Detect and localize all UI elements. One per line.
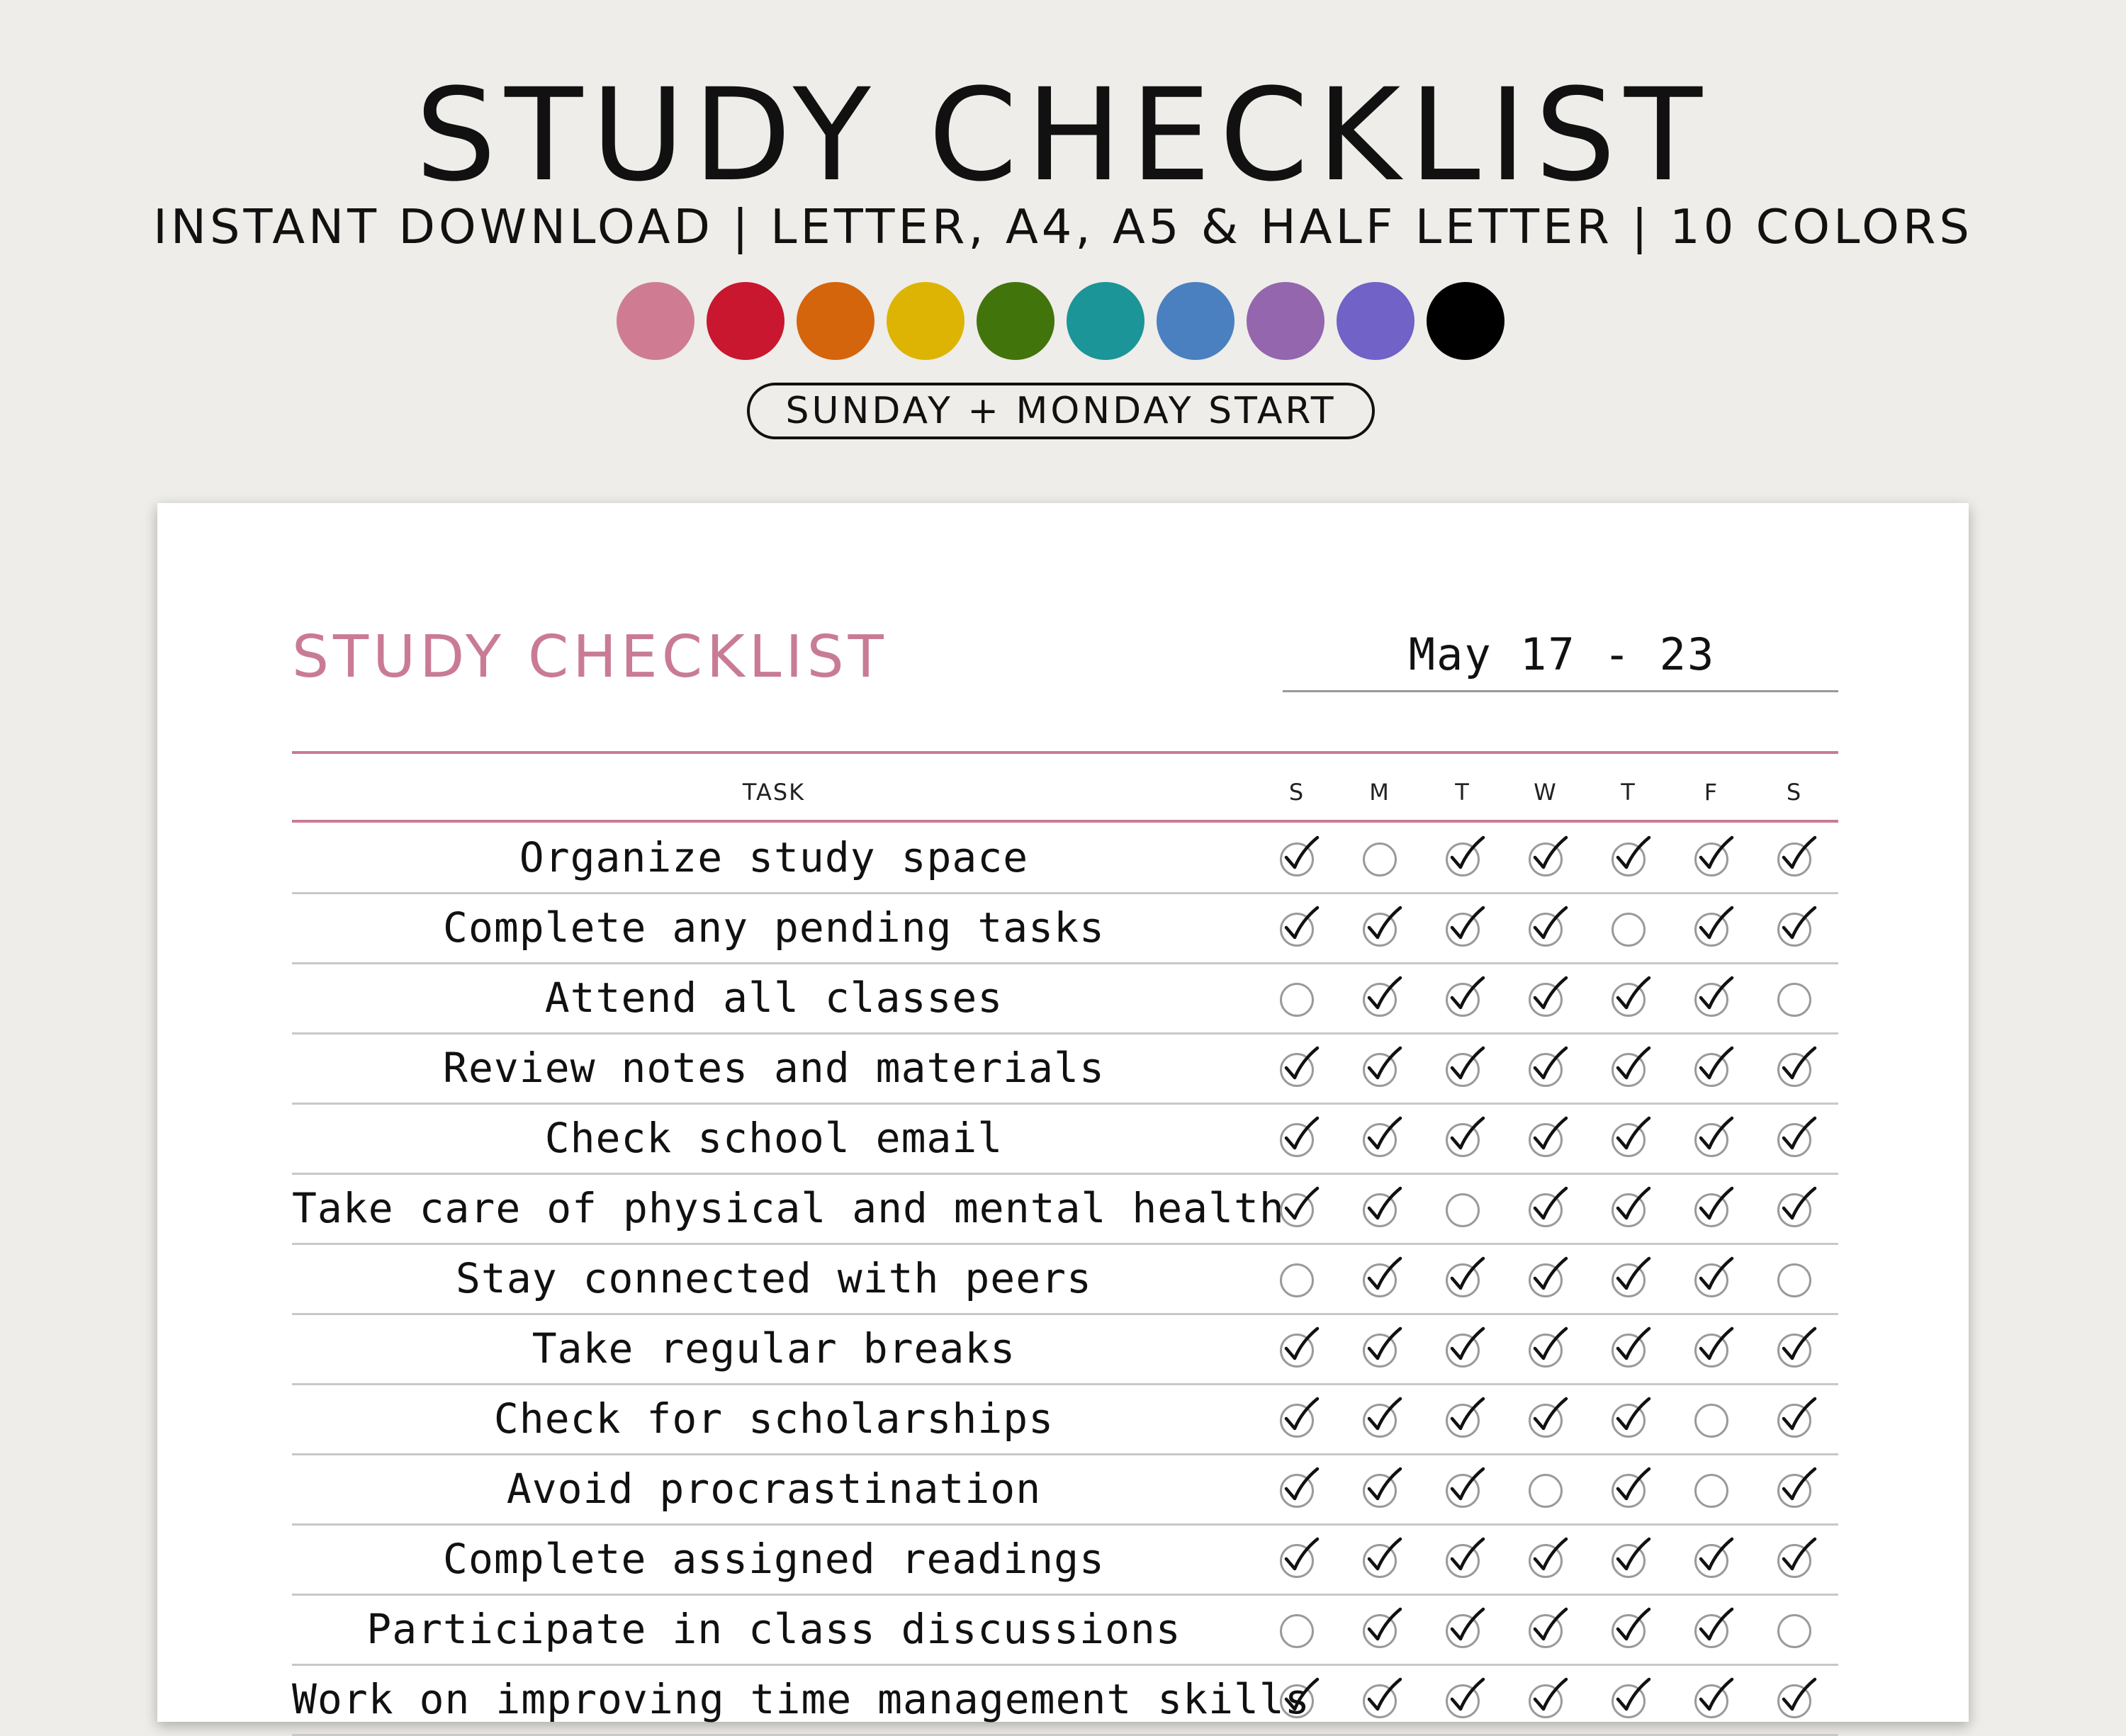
day-column-header: T	[1621, 779, 1636, 806]
checkbox-checked[interactable]	[1446, 1404, 1480, 1438]
check-mark-icon	[1362, 1326, 1405, 1368]
check-mark-icon	[1528, 1326, 1570, 1368]
checkbox-checked[interactable]	[1612, 1404, 1646, 1438]
check-mark-icon	[1777, 1185, 1819, 1228]
task-row	[292, 1454, 1838, 1526]
task-label: Take regular breaks	[532, 1324, 1016, 1373]
check-mark-icon	[1362, 1396, 1405, 1438]
checkbox-checked[interactable]	[1777, 913, 1811, 947]
checkbox-empty[interactable]	[1529, 1474, 1563, 1508]
check-mark-icon	[1611, 1115, 1653, 1158]
checkbox-checked[interactable]	[1612, 1053, 1646, 1087]
check-mark-icon	[1777, 1676, 1819, 1719]
check-mark-icon	[1362, 975, 1405, 1018]
checkbox-checked[interactable]	[1612, 1123, 1646, 1157]
checkbox-checked[interactable]	[1777, 1684, 1811, 1718]
check-mark-icon	[1777, 905, 1819, 947]
checkbox-checked[interactable]	[1529, 1614, 1563, 1648]
check-mark-icon	[1445, 1045, 1487, 1088]
check-mark-icon	[1279, 835, 1322, 877]
check-mark-icon	[1528, 1396, 1570, 1438]
task-row	[292, 1173, 1838, 1245]
color-swatches	[617, 282, 1509, 360]
task-row	[292, 1384, 1838, 1455]
check-mark-icon	[1777, 1466, 1819, 1509]
task-row	[292, 1524, 1838, 1596]
task-row	[292, 1664, 1838, 1736]
date-underline	[1283, 690, 1838, 692]
check-mark-icon	[1279, 1045, 1322, 1088]
check-mark-icon	[1694, 1185, 1736, 1228]
checkbox-checked[interactable]	[1777, 1404, 1811, 1438]
checkbox-checked[interactable]	[1280, 1544, 1314, 1578]
check-mark-icon	[1611, 835, 1653, 877]
checkbox-checked[interactable]	[1446, 1123, 1480, 1157]
checkbox-checked[interactable]	[1612, 983, 1646, 1017]
checkbox-checked[interactable]	[1280, 1684, 1314, 1718]
checkbox-empty[interactable]	[1777, 1614, 1811, 1648]
checkbox-checked[interactable]	[1694, 913, 1728, 947]
checkbox-checked[interactable]	[1777, 1474, 1811, 1508]
day-column-header: T	[1455, 779, 1470, 806]
task-row	[292, 1244, 1838, 1315]
check-mark-icon	[1694, 1676, 1736, 1719]
checkbox-checked[interactable]	[1280, 1123, 1314, 1157]
check-mark-icon	[1362, 1115, 1405, 1158]
sheet-title: STUDY CHECKLIST	[292, 624, 888, 691]
checkbox-checked[interactable]	[1694, 842, 1728, 877]
check-mark-icon	[1611, 1466, 1653, 1509]
checkbox-checked[interactable]	[1529, 842, 1563, 877]
checkbox-checked[interactable]	[1529, 1263, 1563, 1297]
checkbox-checked[interactable]	[1446, 842, 1480, 877]
check-mark-icon	[1611, 1326, 1653, 1368]
check-mark-icon	[1445, 1606, 1487, 1649]
checkbox-checked[interactable]	[1280, 1053, 1314, 1087]
checkbox-checked[interactable]	[1280, 1334, 1314, 1368]
checkbox-checked[interactable]	[1777, 1544, 1811, 1578]
check-mark-icon	[1362, 1185, 1405, 1228]
checkbox-checked[interactable]	[1363, 1614, 1397, 1648]
checkbox-empty[interactable]	[1612, 913, 1646, 947]
checkbox-empty[interactable]	[1446, 1193, 1480, 1227]
task-label: Organize study space	[519, 833, 1029, 881]
check-mark-icon	[1445, 905, 1487, 947]
checkbox-checked[interactable]	[1363, 1544, 1397, 1578]
task-label: Complete assigned readings	[443, 1535, 1105, 1583]
check-mark-icon	[1528, 975, 1570, 1018]
color-swatch	[1067, 282, 1144, 360]
checkbox-checked[interactable]	[1363, 1263, 1397, 1297]
task-label: Check for scholarships	[493, 1394, 1054, 1443]
task-row	[292, 1103, 1838, 1175]
header-top-rule	[292, 751, 1838, 754]
check-mark-icon	[1694, 1326, 1736, 1368]
checkbox-checked[interactable]	[1363, 1404, 1397, 1438]
checkbox-checked[interactable]	[1612, 1474, 1646, 1508]
checkbox-checked[interactable]	[1612, 1263, 1646, 1297]
check-mark-icon	[1362, 1045, 1405, 1088]
check-mark-icon	[1694, 1536, 1736, 1579]
task-label: Participate in class discussions	[366, 1605, 1181, 1653]
check-mark-icon	[1528, 1185, 1570, 1228]
checkbox-checked[interactable]	[1280, 1404, 1314, 1438]
checkbox-checked[interactable]	[1529, 983, 1563, 1017]
task-row	[292, 823, 1838, 894]
check-mark-icon	[1611, 1676, 1653, 1719]
checkbox-checked[interactable]	[1612, 1334, 1646, 1368]
task-row	[292, 893, 1838, 964]
check-mark-icon	[1528, 1115, 1570, 1158]
check-mark-icon	[1777, 1396, 1819, 1438]
color-swatch	[707, 282, 784, 360]
check-mark-icon	[1694, 975, 1736, 1018]
color-swatch	[617, 282, 694, 360]
checkbox-checked[interactable]	[1446, 1263, 1480, 1297]
checkbox-checked[interactable]	[1280, 1193, 1314, 1227]
checkbox-checked[interactable]	[1612, 1684, 1646, 1718]
check-mark-icon	[1445, 1115, 1487, 1158]
color-swatch	[1247, 282, 1324, 360]
task-label: Check school email	[544, 1114, 1003, 1162]
task-label: Attend all classes	[544, 974, 1003, 1022]
checkbox-checked[interactable]	[1363, 1684, 1397, 1718]
checkbox-checked[interactable]	[1694, 1263, 1728, 1297]
check-mark-icon	[1611, 975, 1653, 1018]
checkbox-checked[interactable]	[1446, 1684, 1480, 1718]
checkbox-checked[interactable]	[1363, 1123, 1397, 1157]
checkbox-checked[interactable]	[1446, 913, 1480, 947]
color-swatch	[797, 282, 874, 360]
checkbox-checked[interactable]	[1280, 1474, 1314, 1508]
checkbox-checked[interactable]	[1529, 1544, 1563, 1578]
banner-subtitle: INSTANT DOWNLOAD | LETTER, A4, A5 & HALF LETTER | 10 COLORS	[153, 199, 1973, 254]
checkbox-checked[interactable]	[1694, 1053, 1728, 1087]
check-mark-icon	[1528, 1045, 1570, 1088]
checkbox-checked[interactable]	[1446, 1053, 1480, 1087]
checkbox-checked[interactable]	[1363, 1053, 1397, 1087]
checkbox-checked[interactable]	[1694, 1684, 1728, 1718]
color-swatch	[1157, 282, 1234, 360]
checkbox-checked[interactable]	[1612, 1614, 1646, 1648]
day-column-header: F	[1704, 779, 1719, 806]
start-day-badge: SUNDAY + MONDAY START	[747, 383, 1375, 439]
check-mark-icon	[1777, 835, 1819, 877]
check-mark-icon	[1362, 1676, 1405, 1719]
task-label: Work on improving time management skills	[292, 1675, 1310, 1723]
checkbox-checked[interactable]	[1363, 1334, 1397, 1368]
checkbox-checked[interactable]	[1363, 913, 1397, 947]
check-mark-icon	[1694, 1256, 1736, 1298]
check-mark-icon	[1528, 1536, 1570, 1579]
checkbox-checked[interactable]	[1694, 1334, 1728, 1368]
check-mark-icon	[1445, 1536, 1487, 1579]
task-row	[292, 963, 1838, 1035]
week-date: May 17 - 23	[1408, 629, 1716, 680]
day-column-header: S	[1288, 779, 1305, 806]
checkbox-checked[interactable]	[1363, 1193, 1397, 1227]
check-mark-icon	[1445, 1326, 1487, 1368]
day-column-header: M	[1369, 779, 1390, 806]
check-mark-icon	[1362, 1256, 1405, 1298]
checkbox-checked[interactable]	[1363, 1474, 1397, 1508]
check-mark-icon	[1694, 1606, 1736, 1649]
checkbox-empty[interactable]	[1363, 842, 1397, 877]
checkbox-checked[interactable]	[1529, 1334, 1563, 1368]
checkbox-checked[interactable]	[1446, 1334, 1480, 1368]
check-mark-icon	[1777, 1326, 1819, 1368]
check-mark-icon	[1694, 1115, 1736, 1158]
task-row	[292, 1314, 1838, 1385]
task-label: Stay connected with peers	[456, 1254, 1092, 1302]
check-mark-icon	[1445, 1676, 1487, 1719]
checkbox-checked[interactable]	[1694, 983, 1728, 1017]
checkbox-empty[interactable]	[1777, 983, 1811, 1017]
check-mark-icon	[1445, 975, 1487, 1018]
checkbox-checked[interactable]	[1777, 1334, 1811, 1368]
check-mark-icon	[1445, 1256, 1487, 1298]
checkbox-checked[interactable]	[1529, 913, 1563, 947]
check-mark-icon	[1611, 1256, 1653, 1298]
checkbox-checked[interactable]	[1280, 842, 1314, 877]
checkbox-checked[interactable]	[1529, 1123, 1563, 1157]
checkbox-checked[interactable]	[1446, 983, 1480, 1017]
checkbox-empty[interactable]	[1777, 1263, 1811, 1297]
task-row	[292, 1594, 1838, 1666]
check-mark-icon	[1279, 1536, 1322, 1579]
check-mark-icon	[1445, 835, 1487, 877]
checkbox-empty[interactable]	[1694, 1474, 1728, 1508]
task-label: Avoid procrastination	[506, 1465, 1042, 1513]
checkbox-empty[interactable]	[1280, 983, 1314, 1017]
checkbox-checked[interactable]	[1363, 983, 1397, 1017]
checkbox-checked[interactable]	[1777, 1193, 1811, 1227]
check-mark-icon	[1528, 1606, 1570, 1649]
check-mark-icon	[1528, 835, 1570, 877]
check-mark-icon	[1777, 1536, 1819, 1579]
checkbox-checked[interactable]	[1777, 842, 1811, 877]
checkbox-checked[interactable]	[1529, 1404, 1563, 1438]
checkbox-empty[interactable]	[1280, 1263, 1314, 1297]
checkbox-checked[interactable]	[1612, 842, 1646, 877]
task-label: Take care of physical and mental health	[292, 1184, 1285, 1232]
check-mark-icon	[1777, 1115, 1819, 1158]
checkbox-checked[interactable]	[1612, 1544, 1646, 1578]
checkbox-checked[interactable]	[1529, 1053, 1563, 1087]
task-label: Review notes and materials	[443, 1044, 1105, 1092]
day-column-header: S	[1786, 779, 1803, 806]
checkbox-checked[interactable]	[1694, 1544, 1728, 1578]
check-mark-icon	[1362, 1536, 1405, 1579]
checkbox-checked[interactable]	[1777, 1123, 1811, 1157]
check-mark-icon	[1611, 1185, 1653, 1228]
check-mark-icon	[1445, 1396, 1487, 1438]
task-row	[292, 1033, 1838, 1105]
task-label: Complete any pending tasks	[443, 903, 1105, 952]
check-mark-icon	[1611, 1045, 1653, 1088]
check-mark-icon	[1279, 1326, 1322, 1368]
check-mark-icon	[1362, 905, 1405, 947]
check-mark-icon	[1528, 1256, 1570, 1298]
banner-title: STUDY CHECKLIST	[415, 62, 1711, 210]
checkbox-checked[interactable]	[1446, 1614, 1480, 1648]
checkbox-checked[interactable]	[1694, 1614, 1728, 1648]
task-column-header: TASK	[742, 779, 806, 806]
checkbox-checked[interactable]	[1446, 1544, 1480, 1578]
check-mark-icon	[1279, 1115, 1322, 1158]
checkbox-checked[interactable]	[1694, 1193, 1728, 1227]
check-mark-icon	[1694, 835, 1736, 877]
color-swatch	[977, 282, 1054, 360]
checkbox-empty[interactable]	[1694, 1404, 1728, 1438]
checkbox-checked[interactable]	[1446, 1474, 1480, 1508]
check-mark-icon	[1362, 1606, 1405, 1649]
check-mark-icon	[1611, 1606, 1653, 1649]
check-mark-icon	[1445, 1466, 1487, 1509]
checkbox-checked[interactable]	[1777, 1053, 1811, 1087]
checkbox-checked[interactable]	[1694, 1123, 1728, 1157]
checkbox-checked[interactable]	[1529, 1193, 1563, 1227]
check-mark-icon	[1362, 1466, 1405, 1509]
checkbox-checked[interactable]	[1280, 913, 1314, 947]
checkbox-checked[interactable]	[1612, 1193, 1646, 1227]
check-mark-icon	[1611, 1396, 1653, 1438]
check-mark-icon	[1279, 1676, 1322, 1719]
check-mark-icon	[1279, 1396, 1322, 1438]
checkbox-empty[interactable]	[1280, 1614, 1314, 1648]
day-column-header: W	[1534, 779, 1558, 806]
check-mark-icon	[1528, 1676, 1570, 1719]
check-mark-icon	[1279, 905, 1322, 947]
check-mark-icon	[1694, 1045, 1736, 1088]
check-mark-icon	[1694, 905, 1736, 947]
check-mark-icon	[1777, 1045, 1819, 1088]
color-swatch	[887, 282, 964, 360]
color-swatch	[1427, 282, 1504, 360]
color-swatch	[1337, 282, 1414, 360]
check-mark-icon	[1279, 1466, 1322, 1509]
check-mark-icon	[1611, 1536, 1653, 1579]
check-mark-icon	[1528, 905, 1570, 947]
check-mark-icon	[1279, 1185, 1322, 1228]
checklist-sheet	[157, 503, 1969, 1722]
checkbox-checked[interactable]	[1529, 1684, 1563, 1718]
